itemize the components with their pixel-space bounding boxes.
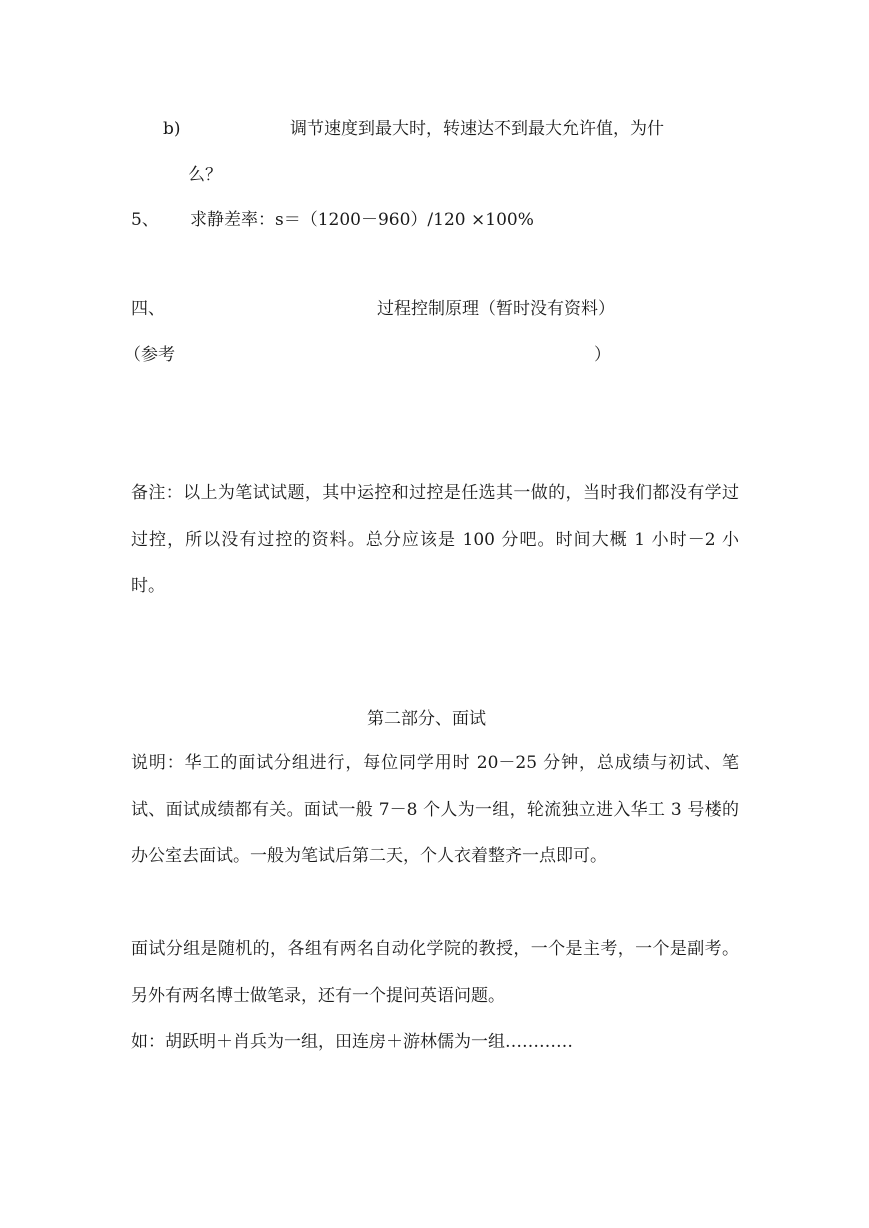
part-2-title: 第二部分、面试 bbox=[367, 709, 486, 729]
section-4-reference-close: ） bbox=[594, 345, 611, 365]
question-b-continuation: 么？ bbox=[188, 165, 222, 185]
question-b-text: 调节速度到最大时，转速达不到最大允许值，为什 bbox=[290, 119, 664, 139]
question-5-label: 5、 bbox=[131, 210, 159, 230]
section-4-title: 过程控制原理（暂时没有资料） bbox=[377, 299, 615, 319]
interview-group-example: 如：胡跃明＋肖兵为一组，田连房＋游林儒为一组………… bbox=[131, 1032, 573, 1052]
section-4-label: 四、 bbox=[131, 299, 165, 319]
question-5-text: 求静差率：s＝（1200－960）/120 ×100% bbox=[190, 210, 534, 230]
remark-paragraph: 备注：以上为笔试试题，其中运控和过控是任选其一做的，当时我们都没有学过过控，所以没有过控的资料。总分应该是 100 分吧。时间大概 1 小时－2 小时。 bbox=[131, 483, 739, 596]
section-4-reference-open: （参考 bbox=[124, 345, 175, 365]
question-b-label: b) bbox=[163, 119, 181, 139]
interview-description-paragraph: 说明：华工的面试分组进行，每位同学用时 20－25 分钟，总成绩与初试、笔试、面试成绩都有关。面试一般 7－8 个人为一组，轮流独立进入华工 3 号楼的办公室去面试。一般为笔试后第二天，个人衣着整齐一点即可。 bbox=[131, 753, 739, 866]
interview-grouping-paragraph: 面试分组是随机的，各组有两名自动化学院的教授，一个是主考，一个是副考。另外有两名博士做笔录，还有一个提问英语问题。 bbox=[131, 939, 739, 1006]
